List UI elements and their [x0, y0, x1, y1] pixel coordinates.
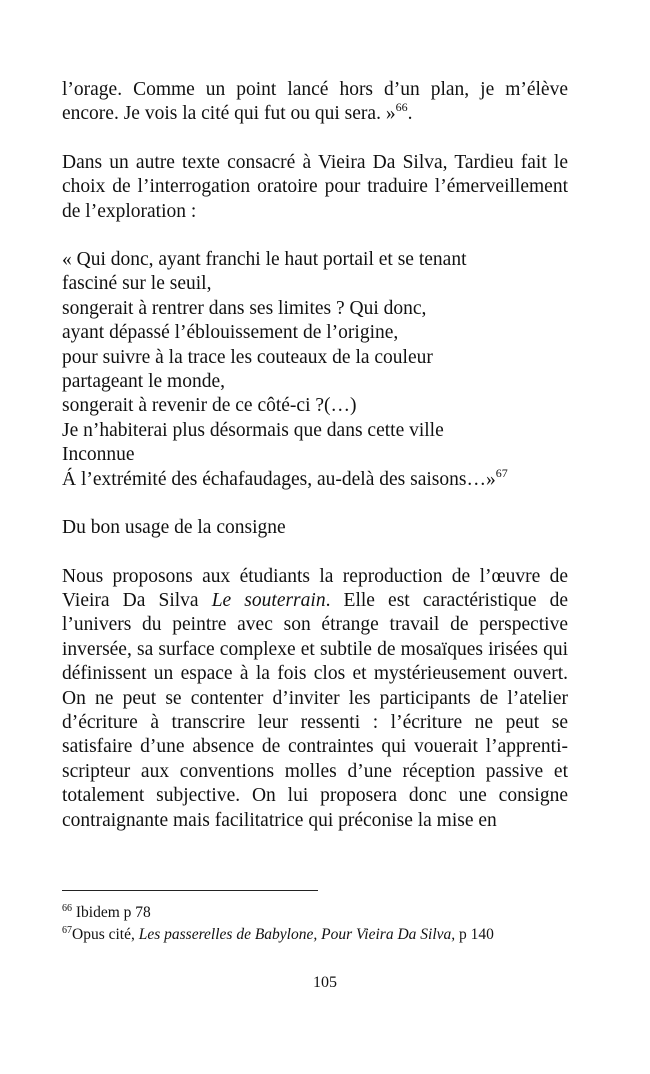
artwork-title: Le souterrain	[211, 589, 326, 611]
footnote-66	[62, 902, 572, 924]
quote-last-line	[62, 465, 568, 492]
footnote-ref-67[interactable]: 67	[495, 465, 508, 480]
quote-block	[62, 248, 568, 492]
quote-line: « Qui donc, ayant franchi le haut portail et se tenant	[62, 249, 467, 271]
footnote-67-title: Les passerelles de Babylone, Pour Vieira Da Silva,	[138, 926, 456, 943]
footnote-67-number: 67	[62, 925, 72, 936]
quote-line: ayant dépassé l’éblouissement de l’origine,	[62, 322, 399, 344]
quote-line: pour suivre à la trace les couteaux de la couleur	[62, 346, 433, 368]
quote-line: Je n’habiterai plus désormais que dans cette ville	[62, 419, 444, 441]
quote-line: fasciné sur le seuil,	[62, 273, 212, 295]
footnotes	[62, 902, 572, 946]
footnote-66-number: 66	[62, 903, 72, 914]
section-heading: Du bon usage de la consigne	[62, 517, 286, 539]
footnote-divider	[62, 890, 318, 891]
paragraph-consigne-start: Nous proposons aux étudiants la reproduction de l’œuvre de Vieira Da Silva	[62, 565, 568, 611]
quote-last-line-text: Á l’extrémité des échafaudages, au-delà des saisons…»	[62, 468, 496, 490]
paragraph-opening-end: .	[407, 103, 413, 125]
quote-line: songerait à rentrer dans ses limites ? Qui donc,	[62, 297, 427, 319]
footnote-ref-66[interactable]: 66	[395, 100, 408, 115]
footnote-67-prefix: Opus cité,	[72, 926, 135, 943]
footnote-67-suffix: p 140	[459, 926, 494, 943]
quote-line: Inconnue	[62, 444, 135, 466]
footnote-66-text: Ibidem p 78	[75, 904, 151, 921]
quote-line: partageant le monde,	[62, 371, 225, 393]
paragraph-opening	[62, 78, 568, 127]
quote-line: songerait à revenir de ce côté-ci ?(…)	[62, 395, 357, 417]
paragraph-tardieu: Dans un autre texte consacré à Vieira Da Silva, Tardieu fait le choix de l’interrogation oratoire pour traduire l’émerveillement de l’exploration :	[62, 151, 568, 222]
footnote-67	[62, 924, 572, 946]
paragraph-consigne-rest: . Elle est caractéristique de l’univers du peintre avec son étrange travail de perspective inversée, sa surface complexe et subtile de mosaïques irisées qui définissent un espace à la fois clos et mystérieusement ouvert. On ne peut se contenter d’inviter les participants de l’atelier d’écriture à transcrire leur ressenti : l’écriture ne peut se satisfaire d’une absence de contraintes qui vouerait l’apprenti-scripteur aux conventions molles d’une réception passive et totalement subjective. On lui proposera donc une consigne contraignante mais facilitatrice qui préconise la mise en	[62, 589, 569, 831]
page-number: 105	[313, 974, 337, 991]
paragraph-opening-text: l’orage. Comme un point lancé hors d’un plan, je m’élève encore. Je vois la cité qui fut ou qui sera. »	[62, 79, 568, 125]
paragraph-consigne	[62, 565, 568, 833]
page-body	[62, 78, 568, 833]
